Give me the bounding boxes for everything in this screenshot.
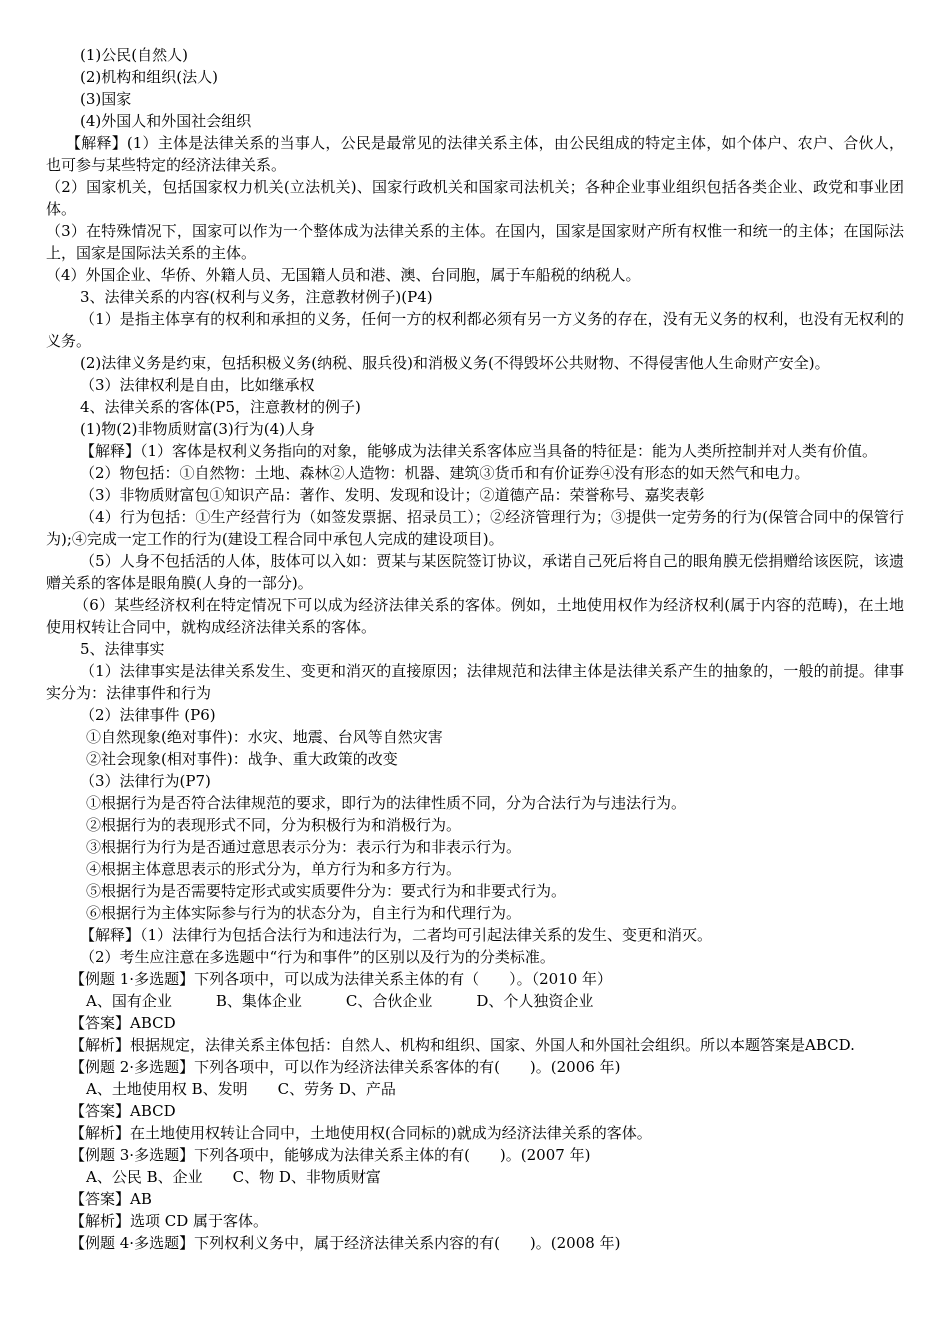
- paragraph-text: 【解释】(1）主体是法律关系的当事人，公民是最常见的法律关系主体，由公民组成的特定主体，如个体户、农户、合伙人，也可参与某些特定的经济法律关系。: [46, 134, 904, 174]
- question-title: 【例题 1·多选题】下列各项中，可以成为法律关系主体的有（ ）。（2010 年）: [70, 970, 613, 988]
- option-a: A、国有企业: [86, 992, 172, 1010]
- analysis-paragraph: 【解析】根据规定，法律关系主体包括：自然人、机构和组织、国家、外国人和外国社会组织。所以本题答案是ABCD.: [70, 1036, 855, 1054]
- list-item: ⑤根据行为是否需要特定形式或实质要件分为：要式行为和非要式行为。: [86, 882, 567, 900]
- paragraph: （4）外国企业、华侨、外籍人员、无国籍人员和港、澳、台同胞，属于车船税的纳税人。: [46, 266, 641, 284]
- paragraph: （3）法律权利是自由，比如继承权: [80, 376, 315, 394]
- paragraph: （3）在特殊情况下，国家可以作为一个整体成为法律关系的主体。在国内，国家是国家财产所有权惟一和统一的主体；在国际法上，国家是国际法关系的主体。: [46, 222, 904, 262]
- paragraph: （2）考生应注意在多选题中“行为和事件”的区别以及行为的分类标准。: [80, 948, 555, 966]
- list-item: ①根据行为是否符合法律规范的要求，即行为的法律性质不同，分为合法行为与违法行为。: [86, 794, 687, 812]
- option-c: C、合伙企业: [345, 992, 433, 1010]
- paragraph: （6）某些经济权利在特定情况下可以成为经济法律关系的客体。例如，土地使用权作为经济权利(属于内容的范畴)，在土地使用权转让合同中，就构成经济法律关系的客体。: [46, 596, 904, 636]
- question-title: 【例题 3·多选题】下列各项中，能够成为法律关系主体的有( )。(2007 年): [70, 1146, 591, 1164]
- section-heading: 5、法律事实: [80, 640, 165, 658]
- text-line: (1)公民(自然人): [80, 46, 188, 64]
- section-heading: 4、法律关系的客体(P5，注意教材的例子): [80, 398, 361, 416]
- section-heading: 3、法律关系的内容(权利与义务，注意教材例子)(P4): [80, 288, 433, 306]
- list-item: ①自然现象(绝对事件)：水灾、地震、台风等自然灾害: [86, 728, 443, 746]
- text-line: (2)机构和组织(法人): [80, 68, 218, 86]
- analysis-paragraph: 【解析】选项 CD 属于客体。: [70, 1212, 269, 1230]
- answer-line: 【答案】ABCD: [70, 1014, 176, 1032]
- question-title: 【例题 2·多选题】下列各项中，可以作为经济法律关系客体的有( )。(2006 年): [70, 1058, 621, 1076]
- paragraph: （2）国家机关，包括国家权力机关(立法机关)、国家行政机关和国家司法机关；各种企业事业组织包括各类企业、政党和事业团体。: [46, 178, 904, 218]
- options-line: A、土地使用权 B、发明 C、劳务 D、产品: [86, 1080, 396, 1098]
- text-line: (4)外国人和外国社会组织: [80, 112, 252, 130]
- analysis-paragraph: 【解析】在土地使用权转让合同中，土地使用权(合同标的)就成为经济法律关系的客体。: [70, 1124, 652, 1142]
- paragraph: 【解释】（1）法律行为包括合法行为和违法行为，二者均可引起法律关系的发生、变更和消灭。: [80, 926, 713, 944]
- list-item: ②根据行为的表现形式不同，分为积极行为和消极行为。: [86, 816, 462, 834]
- paragraph: （1）是指主体享有的权利和承担的义务，任何一方的权利都必须有另一方义务的存在，没有无义务的权利，也没有无权利的义务。: [46, 310, 904, 350]
- options-line: A、公民 B、企业 C、物 D、非物质财富: [86, 1168, 381, 1186]
- paragraph: （1）法律事实是法律关系发生、变更和消灭的直接原因；法律规范和法律主体是法律关系产生的抽象的，一般的前提。律事实分为：法律事件和行为: [46, 662, 904, 702]
- list-item: ④根据主体意思表示的形式分为，单方行为和多方行为。: [86, 860, 462, 878]
- paragraph: （2）物包括：①自然物：土地、森林②人造物：机器、建筑③货币和有价证券④没有形态的如天然气和电力。: [80, 464, 810, 482]
- paragraph: （3）非物质财富包①知识产品：著作、发明、发现和设计；②道德产品：荣誉称号、嘉奖表彰: [80, 486, 705, 504]
- paragraph: （5）人身不包括活的人体，肢体可以入如：贾某与某医院签订协议，承诺自己死后将自己的眼角膜无偿捐赠给该医院，该遗赠关系的客体是眼角膜(人身的一部分)。: [46, 552, 904, 592]
- answer-line: 【答案】AB: [70, 1190, 152, 1208]
- list-item: ②社会现象(相对事件)：战争、重大政策的改变: [86, 750, 398, 768]
- paragraph: [46, 132, 904, 176]
- option-d: D、个人独资企业: [476, 992, 594, 1010]
- list-item: ⑥根据行为主体实际参与行为的状态分为，自主行为和代理行为。: [86, 904, 522, 922]
- text-line: （2）法律事件 (P6): [80, 706, 216, 724]
- text-line: (3)国家: [80, 90, 132, 108]
- text-line: (1)物(2)非物质财富(3)行为(4)人身: [80, 420, 315, 438]
- paragraph: 【解释】（1）客体是权利义务指向的对象，能够成为法律关系客体应当具备的特征是：能为人类所控制并对人类有价值。: [80, 442, 878, 460]
- options-line: [46, 990, 904, 1012]
- text-line: （3）法律行为(P7): [80, 772, 211, 790]
- answer-line: 【答案】ABCD: [70, 1102, 176, 1120]
- option-b: B、集体企业: [215, 992, 302, 1010]
- question-title: 【例题 4·多选题】下列权利义务中，属于经济法律关系内容的有( )。(2008 年): [70, 1234, 621, 1252]
- paragraph: （4）行为包括：①生产经营行为（如签发票据、招录员工）；②经济管理行为；③提供一定劳务的行为(保管合同中的保管行为);④完成一定工作的行为(建设工程合同中承包人完成的建设项目)。: [46, 508, 904, 548]
- paragraph: (2)法律义务是约束，包括积极义务(纳税、服兵役)和消极义务(不得毁坏公共财物、不得侵害他人生命财产安全)。: [80, 354, 830, 372]
- list-item: ③根据行为行为是否通过意思表示分为：表示行为和非表示行为。: [86, 838, 522, 856]
